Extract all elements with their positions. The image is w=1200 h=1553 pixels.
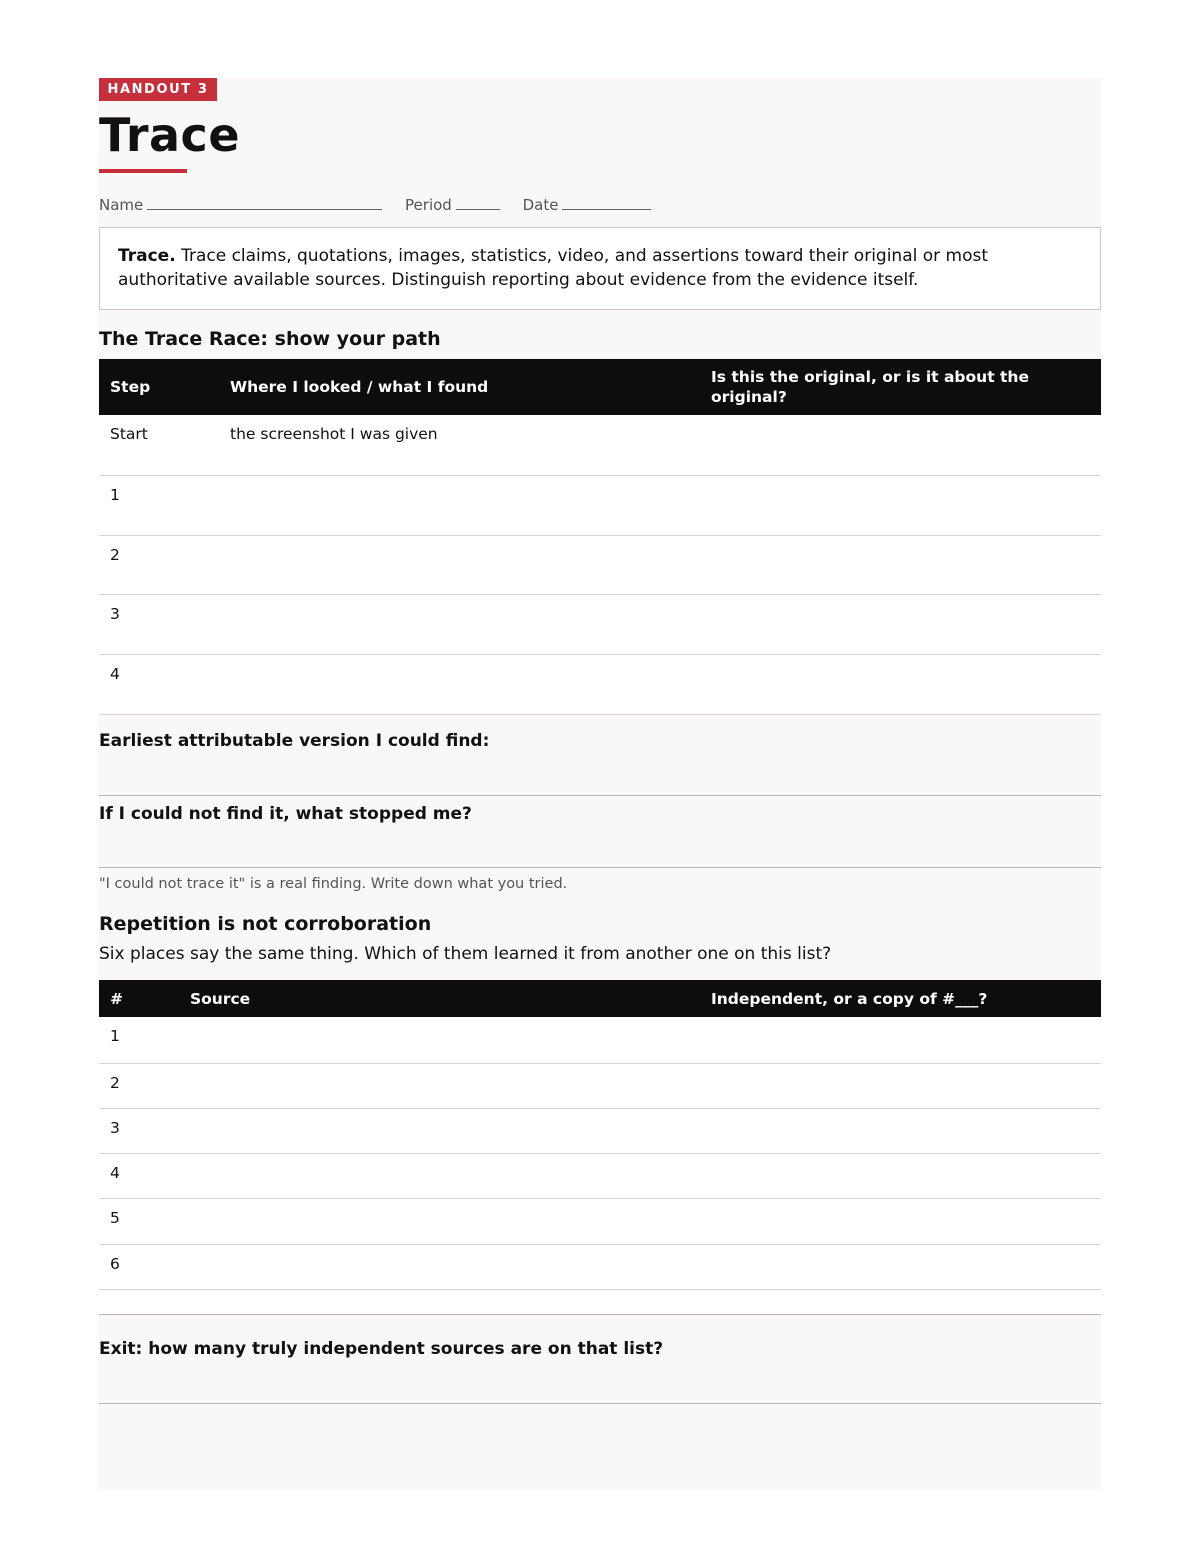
column-header: Where I looked / what I found [219,359,700,415]
trace-race-table [99,359,1101,715]
original-cell[interactable] [700,415,1101,475]
trace-race-heading: The Trace Race: show your path [99,328,441,350]
number-cell: 1 [99,1017,179,1063]
repetition-table [99,980,1101,1290]
period-label: Period [405,196,452,214]
number-cell: 6 [99,1244,179,1289]
found-cell[interactable] [219,475,700,535]
table-row [99,1244,1101,1289]
step-cell: 1 [99,475,219,535]
table-row [99,475,1101,535]
date-blank[interactable] [562,196,651,210]
table-spacer [99,1291,1101,1315]
source-cell[interactable] [179,1244,700,1289]
original-cell[interactable] [700,594,1101,654]
definition-text: Trace claims, quotations, images, statistics, video, and assertions toward their original or most authoritative available sources. Distinguish reporting about evidence from the evidence itself. [118,246,989,290]
period-field[interactable] [405,196,500,214]
original-cell[interactable] [700,654,1101,714]
step-cell: Start [99,415,219,475]
column-header: Step [99,359,219,415]
student-fields [99,196,669,214]
name-blank[interactable] [147,196,382,210]
source-cell[interactable] [179,1017,700,1063]
what-stopped-prompt: If I could not find it, what stopped me? [99,804,472,824]
definition-box [99,227,1101,310]
original-cell[interactable] [700,475,1101,535]
name-label: Name [99,196,144,214]
column-header: Independent, or a copy of #___? [700,980,1101,1017]
source-cell[interactable] [179,1063,700,1108]
table-row [99,1198,1101,1244]
number-cell: 3 [99,1108,179,1153]
table-row [99,594,1101,654]
column-header: Source [179,980,700,1017]
trace-note: "I could not trace it" is a real finding. Write down what you tried. [99,876,568,892]
independence-cell[interactable] [700,1244,1101,1289]
table-row [99,1153,1101,1198]
number-cell: 4 [99,1153,179,1198]
found-cell[interactable] [219,594,700,654]
step-cell: 4 [99,654,219,714]
section-divider [99,1314,1101,1315]
earliest-version-prompt: Earliest attributable version I could find: [99,731,490,751]
title-underline [99,169,187,173]
table-row [99,654,1101,714]
found-cell[interactable] [219,654,700,714]
independence-cell[interactable] [700,1153,1101,1198]
definition-lead: Trace. [118,246,176,266]
handout-sheet [99,78,1101,1489]
independence-cell[interactable] [700,1017,1101,1063]
table-header-row [99,980,1101,1017]
independence-cell[interactable] [700,1063,1101,1108]
number-cell: 2 [99,1063,179,1108]
repetition-heading: Repetition is not corroboration [99,913,432,935]
number-cell: 5 [99,1198,179,1244]
repetition-subtext: Six places say the same thing. Which of them learned it from another one on this list? [99,944,832,964]
date-field[interactable] [523,196,652,214]
table-row [99,1063,1101,1108]
step-cell: 2 [99,535,219,594]
page-title: Trace [99,108,241,162]
column-header: Is this the original, or is it about the original? [700,359,1101,415]
period-blank[interactable] [456,196,500,210]
handout-badge: HANDOUT 3 [99,78,217,101]
earliest-answer-line[interactable] [99,795,1101,796]
step-cell: 3 [99,594,219,654]
column-header: # [99,980,179,1017]
date-label: Date [522,196,559,214]
table-header-row [99,359,1101,415]
found-cell[interactable]: the screenshot I was given [219,415,700,475]
original-cell[interactable] [700,535,1101,594]
stopped-answer-line[interactable] [99,867,1101,868]
exit-answer-line[interactable] [99,1403,1101,1404]
table-row [99,415,1101,475]
exit-prompt: Exit: how many truly independent sources are on that list? [99,1339,664,1359]
name-field[interactable] [99,196,382,214]
found-cell[interactable] [219,535,700,594]
source-cell[interactable] [179,1153,700,1198]
source-cell[interactable] [179,1198,700,1244]
table-row [99,535,1101,594]
independence-cell[interactable] [700,1108,1101,1153]
table-row [99,1108,1101,1153]
source-cell[interactable] [179,1108,700,1153]
independence-cell[interactable] [700,1198,1101,1244]
table-row [99,1017,1101,1063]
